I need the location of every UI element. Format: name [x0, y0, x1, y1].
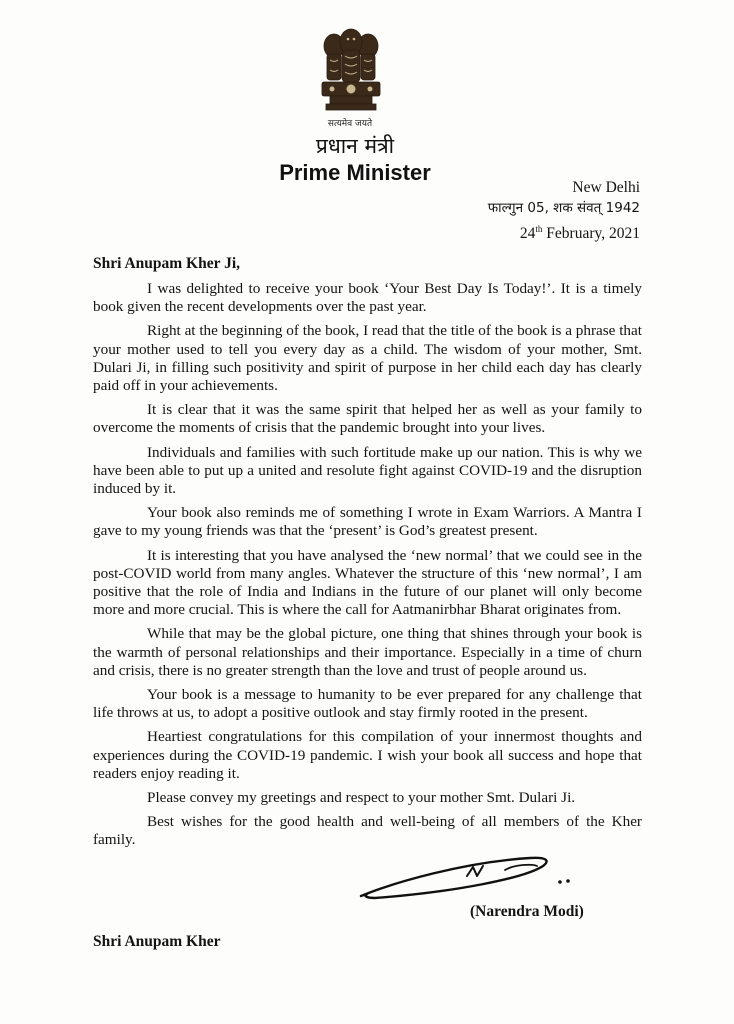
paragraph: Heartiest congratulations for this compilation of your innermost thoughts and experiences during the COVID-19 pandemic. I wish your book all success and hope that readers enjoy reading it. — [93, 728, 642, 782]
date-block — [488, 177, 640, 244]
date-month-year: February, 2021 — [542, 225, 640, 243]
paragraph: While that may be the global picture, one thing that shines through your book is the warmth of personal relationships and their importance. Especially in a time of churn and crisis, there is no greater strength than the love and trust of people around us. — [93, 625, 642, 679]
salutation: Shri Anupam Kher Ji, — [93, 255, 241, 272]
date-gregorian — [488, 219, 640, 244]
paragraph: Your book also reminds me of something I wrote in Exam Warriors. A Mantra I gave to my young friends was that the ‘present’ is God’s greatest present. — [93, 504, 642, 540]
paragraph: Individuals and families with such fortitude make up our nation. This is why we have been able to put up a united and resolute fight against COVID-19 and the disruption induced by it. — [93, 443, 642, 498]
emblem-motto: सत्यमेव जयते — [327, 119, 373, 129]
handwritten-signature — [355, 852, 585, 902]
date-day: 24 — [519, 225, 536, 243]
date-day-suffix: th — [535, 224, 543, 234]
paragraph: It is clear that it was the same spirit that helped her as well as your family to overcome the moments of crisis that the pandemic brought into your lives. — [93, 401, 642, 437]
paragraph: It is interesting that you have analysed the ‘new normal’ that we could see in the post-COVID world from many angles. Whatever the structure of this ‘new normal’, I am positive that the role of India and Indians in the future of our planet will only become more and more crucial. This is where the call for Aatmanirbhar Bharat originates from. — [93, 546, 642, 619]
addressee: Shri Anupam Kher — [93, 933, 221, 950]
paragraph: Your book is a message to humanity to be ever prepared for any challenge that life throws at us, to adopt a positive outlook and stay firmly rooted in the present. — [93, 686, 642, 722]
paragraph: I was delighted to receive your book ‘Your Best Day Is Today!’. It is a timely book given the recent developments over the past year. — [93, 280, 642, 316]
paragraph: Best wishes for the good health and well-being of all members of the Kher family. — [93, 813, 642, 849]
letterhead-title-english: Prime Minister — [279, 160, 431, 185]
letter-body — [93, 280, 642, 856]
date-hindi: फाल्गुन 05, शक संवत् 1942 — [487, 200, 640, 216]
signatory-name: (Narendra Modi) — [470, 903, 584, 920]
paragraph: Please convey my greetings and respect to your mother Smt. Dulari Ji. — [147, 789, 576, 807]
letterhead-title-hindi: प्रधान मंत्री — [315, 134, 395, 158]
lion-capital-emblem-icon — [318, 28, 384, 118]
date-city: New Delhi — [572, 179, 640, 196]
paragraph: Right at the beginning of the book, I read that the title of the book is a phrase that your mother used to tell you every day as a child. The wisdom of your mother, Smt. Dulari Ji, in filling such positivity and spirit of purpose in her child each day has clearly paid off in your achievements. — [93, 322, 642, 395]
